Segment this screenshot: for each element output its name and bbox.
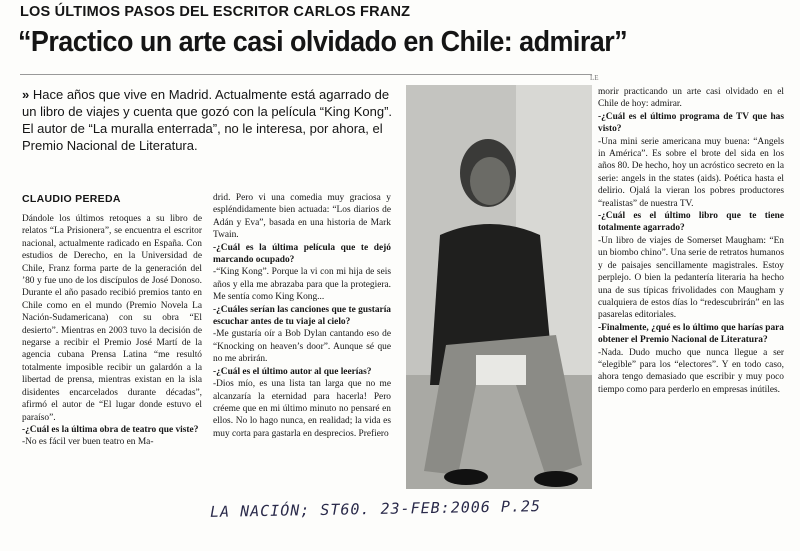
byline: CLAUDIO PEREDA bbox=[22, 193, 121, 205]
body-paragraph: -No es fácil ver buen teatro en Ma- bbox=[22, 437, 154, 448]
page-mark: LE bbox=[590, 74, 599, 82]
interview-question: -¿Cuál es la última obra de teatro que viste? bbox=[22, 424, 199, 435]
body-paragraph: Dándole los últimos retoques a su libro de relatos “La Prisionera”, se encuentra el escritor nacional, actualmente radicado en España. Con estudios de Derecho, en la Universidad de Chile, Franz forma parte de la generación del ’80 y fue uno de los discípulos de José Donoso. Durante el año pasado recibió premios tanto en Chile como en el mundo (Premio Novela La Nación-Sudamericana) con su obra “El desierto”. Mientras en 2003 tuvo la decisión de negarse a recibir el Premio José Martí de la agencia cubana Prensa Latina “me resultó totalmente imposible recibir un galardón a la libertad de prensa, mientras existan en la isla disidentes encarcelados durante décadas”, afirmó el autor de “El lugar donde estuvo el paraíso”. bbox=[22, 214, 202, 423]
column-3 bbox=[598, 86, 784, 396]
interview-question: -¿Cuál es la última película que te dejó marcando ocupado? bbox=[213, 242, 391, 266]
deck-text: Hace años que vive en Madrid. Actualmente está agarrado de un libro de viajes y cuenta que gozó con la película “King Kong”. El autor de “La muralla enterrada”, no le interesa, por ahora, el Premio Nacional de Literatura. bbox=[22, 87, 393, 153]
body-paragraph: -Me gustaría oír a Bob Dylan cantando eso de “Knocking on heaven’s door”. Aunque sé que no me abrirán. bbox=[213, 329, 391, 365]
body-paragraph: -Dios mío, es una lista tan larga que no me alcanzaría la eternidad para hacerla! Pero créeme que en mi último minuto no pensaré en ellos. No lo hago nunca, en realidad; la vida es muy corta para gastarla en desprecios. Prefiero bbox=[213, 379, 391, 439]
body-paragraph: drid. Pero vi una comedia muy graciosa y espléndidamente bien actuada: “Los diarios de Adán y Eva”, basada en una historia de Mark Twain. bbox=[213, 193, 391, 241]
interview-question: -¿Cuál es el último autor al que leerías? bbox=[213, 366, 372, 377]
handwritten-caption: LA NACIÓN; ST60. 23-FEB:2006 P.25 bbox=[209, 497, 542, 521]
interview-question: -Finalmente, ¿qué es lo último que harías para obtener el Premio Nacional de Literatura? bbox=[598, 322, 784, 346]
author-photo-icon bbox=[406, 85, 592, 489]
article-deck bbox=[22, 86, 400, 154]
interview-question: -¿Cuáles serían las canciones que te gustaría escuchar antes de tu viaje al cielo? bbox=[213, 304, 391, 328]
body-paragraph: -Nada. Dudo mucho que nunca llegue a ser “elegible” para los “electores”. Y en todo caso, ahora tengo demasiado que escribir y muy poco tiempo como para perderlo en empresas inútiles. bbox=[598, 347, 784, 395]
headline-rule bbox=[20, 74, 592, 75]
body-paragraph: -Un libro de viajes de Somerset Maugham: “En un biombo chino”. Una serie de retratos humanos y de paisajes sencillamente magistrales. Estoy perplejo. O bien la pedantería literaria ha hecho una de sus típicas frivolidades con Maugham y cualquiera de estos días lo “redescubrirán” en las pasarelas editoriales. bbox=[598, 235, 784, 321]
body-paragraph: morir practicando un arte casi olvidado en el Chile de hoy: admirar. bbox=[598, 87, 784, 110]
article-headline: “Practico un arte casi olvidado en Chile: admirar” bbox=[18, 26, 628, 58]
column-2 bbox=[213, 192, 391, 440]
author-photo bbox=[406, 85, 592, 489]
deck-marker: » bbox=[22, 87, 30, 102]
body-paragraph: -Una mini serie americana muy buena: “Angels in América”. Es sobre el brote del sida en los años 80. De hecho, hoy un acróstico secreto en la serie: angels in the states (aids). Poética hasta el delirio. Ojalá la vieran los pobres productores “realistas” de nuestra TV. bbox=[598, 136, 784, 209]
interview-question: -¿Cuál es el último programa de TV que has visto? bbox=[598, 111, 784, 135]
body-paragraph: -“King Kong”. Porque la vi con mi hija de seis años y ella me abrazaba para que la protegiera. Me sentía como King Kong... bbox=[213, 267, 391, 303]
column-1 bbox=[22, 213, 202, 449]
article-kicker: LOS ÚLTIMOS PASOS DEL ESCRITOR CARLOS FRANZ bbox=[20, 4, 411, 20]
interview-question: -¿Cuál es el último libro que te tiene totalmente agarrado? bbox=[598, 211, 784, 234]
